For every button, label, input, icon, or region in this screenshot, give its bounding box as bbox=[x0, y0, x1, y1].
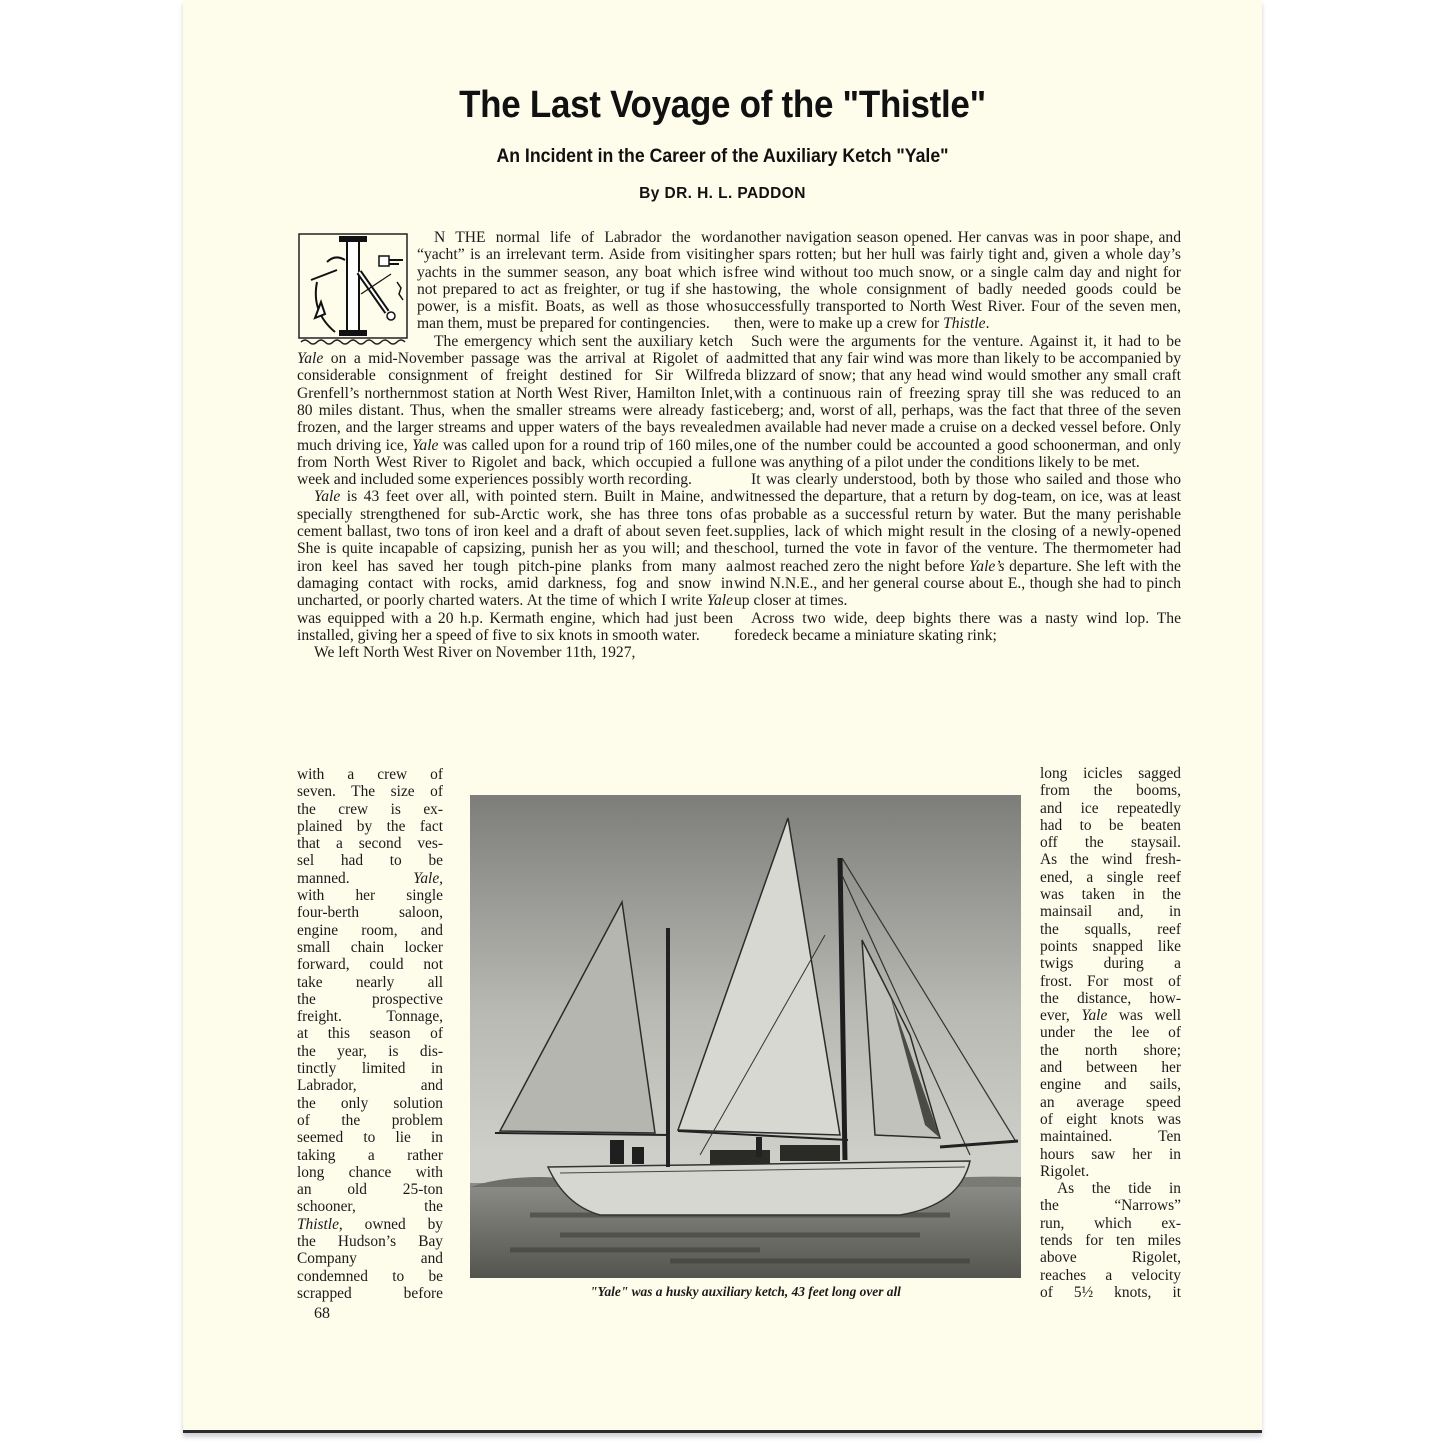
text-line: long chance with bbox=[297, 1163, 443, 1181]
ketch-photograph bbox=[470, 795, 1021, 1278]
text-line: from the booms, bbox=[1040, 782, 1181, 800]
text-line: and between her bbox=[1040, 1059, 1181, 1077]
text-line: the Hudson’s Bay bbox=[297, 1233, 443, 1251]
text-line: of the problem bbox=[297, 1111, 443, 1129]
text-line: the year, is dis- bbox=[297, 1042, 443, 1060]
page-number: 68 bbox=[314, 1305, 330, 1322]
text-line: forward, could not bbox=[297, 956, 443, 974]
text-line: hours saw her in bbox=[1040, 1145, 1181, 1163]
text-line: run, which ex- bbox=[1040, 1214, 1181, 1232]
text-line: had to be beaten bbox=[1040, 816, 1181, 834]
text-line: Company and bbox=[297, 1250, 443, 1268]
text-line: off the staysail. bbox=[1040, 834, 1181, 852]
paragraph-yale-description: Yale is 43 feet over all, with pointed stern. Built in Maine, and specially strengthened for sub-Arctic work, she has three tons of cement ballast, two tons of iron keel and a draft of about seven feet. She is quite incapable of capsizing, punish her as you will; and the iron keel has saved her tough pitch-pine planks from many a damaging contact with rocks, amid darkness, fog and snow in uncharted, or poorly charted waters. At the time of which I write Yale was equipped with a 20 h.p. Kermath engine, which had just been installed, giving her a speed of five to six knots in smooth water. bbox=[297, 488, 733, 644]
text-line: twigs during a bbox=[1040, 955, 1181, 973]
text-line: mainsail and, in bbox=[1040, 903, 1181, 921]
text-line: tinctly limited in bbox=[297, 1060, 443, 1078]
text-line: plained by the fact bbox=[297, 817, 443, 835]
text-line: the squalls, reef bbox=[1040, 920, 1181, 938]
text-line: four-berth saloon, bbox=[297, 904, 443, 922]
text-line: schooner, the bbox=[297, 1198, 443, 1216]
text-line: an average speed bbox=[1040, 1093, 1181, 1111]
text-line: Labrador, and bbox=[297, 1077, 443, 1095]
drop-cap-illustration bbox=[297, 232, 409, 347]
text-line: at this season of bbox=[297, 1025, 443, 1043]
text-line: with her single bbox=[297, 887, 443, 905]
text-line: condemned to be bbox=[297, 1267, 443, 1285]
text-line: the crew is ex- bbox=[297, 800, 443, 818]
text-line: that a second ves- bbox=[297, 835, 443, 853]
text-line: the only solution bbox=[297, 1094, 443, 1112]
magazine-page bbox=[183, 0, 1262, 1433]
column-left bbox=[297, 229, 733, 661]
text-line: reaches a velocity bbox=[1040, 1266, 1181, 1284]
text-line: small chain locker bbox=[297, 938, 443, 956]
text-line: Thistle, owned by bbox=[297, 1215, 443, 1233]
text-line: and ice repeatedly bbox=[1040, 799, 1181, 817]
article-subtitle: An Incident in the Career of the Auxiliary Ketch "Yale" bbox=[496, 146, 949, 167]
text-line: As the wind fresh- bbox=[1040, 851, 1181, 869]
article-title: The Last Voyage of the "Thistle" bbox=[459, 84, 986, 126]
text-line: seemed to lie in bbox=[297, 1129, 443, 1147]
text-line: long icicles sagged bbox=[1040, 765, 1181, 782]
text-line: was taken in the bbox=[1040, 886, 1181, 904]
text-line: tends for ten miles bbox=[1040, 1232, 1181, 1250]
paragraph-arguments: Such were the arguments for the venture. Against it, it had to be admitted that any fair wind was more than likely to be accompanied by a blizzard of snow; that any head wind would smother any small craft with a continuous rain of freezing spray till she was reduced to an iceberg; and, worst of all, perhaps, was the fact that three of the seven men available had never made a cruise on a decked vessel before. Only one of the number could be accounted a good schoonerman, and only one was anything of a pilot under the conditions likely to be met. bbox=[734, 332, 1181, 471]
text-line: ever, Yale was well bbox=[1040, 1007, 1181, 1025]
text-line: the distance, how- bbox=[1040, 989, 1181, 1007]
text-line: scrapped before bbox=[297, 1284, 443, 1302]
article-byline: By DR. H. L. PADDON bbox=[639, 185, 806, 202]
paragraph-intro: N THE normal life of Labrador the word “yacht” is an irrelevant term. Aside from visiting yachts in the summer season, any boat which is not prepared to act as freighter, or tug if she has power, is a misfit. Boats, as well as those who man them, must be prepared for contingencies. bbox=[417, 229, 733, 333]
paragraph-departure-start: We left North West River on November 11th, 1927, bbox=[314, 644, 636, 662]
paragraph-bights: Across two wide, deep bights there was a nasty wind lop. The foredeck became a miniature skating rink; bbox=[734, 609, 1181, 644]
text-line: of 5½ knots, it bbox=[1040, 1283, 1181, 1301]
column-narrow-left bbox=[297, 766, 443, 1302]
text-line: of eight knots was bbox=[1040, 1110, 1181, 1128]
text-line: an old 25-ton bbox=[297, 1181, 443, 1199]
photo-caption: "Yale" was a husky auxiliary ketch, 43 feet long over all bbox=[590, 1284, 901, 1299]
text-line: the north shore; bbox=[1040, 1041, 1181, 1059]
text-line: freight. Tonnage, bbox=[297, 1008, 443, 1026]
paragraph-thistle-condition: another navigation season opened. Her canvas was in poor shape, and her spars rotten; but her hull was fairly tight and, given a whole day’s free wind without too much snow, or a single calm day and night for towing, the whole consignment of badly needed goods could be successfully transported to North West River. Four of the seven men, then, were to make up a crew for Thistle. bbox=[734, 229, 1181, 333]
text-line: seven. The size of bbox=[297, 783, 443, 801]
text-line: points snapped like bbox=[1040, 937, 1181, 955]
anchor-drop-cap-icon bbox=[297, 232, 409, 347]
text-line: with a crew of bbox=[297, 766, 443, 783]
text-line: under the lee of bbox=[1040, 1024, 1181, 1042]
text-line: take nearly all bbox=[297, 973, 443, 991]
text-line: frost. For most of bbox=[1040, 972, 1181, 990]
text-line: Rigolet. bbox=[1040, 1162, 1090, 1180]
text-line: the “Narrows” bbox=[1040, 1197, 1181, 1215]
text-line: the prospective bbox=[297, 990, 443, 1008]
text-line: taking a rather bbox=[297, 1146, 443, 1164]
paragraph-emergency: The emergency which sent the auxiliary ketch Yale on a mid-November passage was the arrival at Rigolet of a considerable consignment of freight destined for Sir Wilfred Grenfell’s northernmost station at North West River, Hamilton Inlet, 80 miles distant. Thus, when the smaller streams were already fast frozen, and the larger streams and upper waters of the bays revealed much driving ice, Yale was called upon for a round trip of 160 miles, from North West River to Rigolet and back, which occupied a full week and included some experiences possibly worth recording. bbox=[297, 332, 733, 489]
column-narrow-right bbox=[1040, 765, 1181, 1301]
sailboat-photo-icon bbox=[470, 795, 1021, 1278]
text-line: maintained. Ten bbox=[1040, 1128, 1181, 1146]
paragraph-understood: It was clearly understood, both by those who sailed and those who witnessed the departure, that a return by dog-team, on ice, was at least as probable as a successful return by water. But the many perishable supplies, lack of which might result in the closing of a newly-opened school, turned the vote in favor of the venture. The thermometer had almost reached zero the night before Yale’s departure. She left with the wind N.N.E., and her general course about E., though she had to pinch up closer at times. bbox=[734, 471, 1181, 610]
text-line: ened, a single reef bbox=[1040, 868, 1181, 886]
text-line: above Rigolet, bbox=[1040, 1249, 1181, 1267]
text-line: As the tide in bbox=[1057, 1180, 1181, 1198]
text-line: sel had to be bbox=[297, 852, 443, 870]
text-line: manned. Yale, bbox=[297, 869, 443, 887]
text-line: engine room, and bbox=[297, 921, 443, 939]
column-right bbox=[734, 229, 1181, 644]
text-line: engine and sails, bbox=[1040, 1076, 1181, 1094]
